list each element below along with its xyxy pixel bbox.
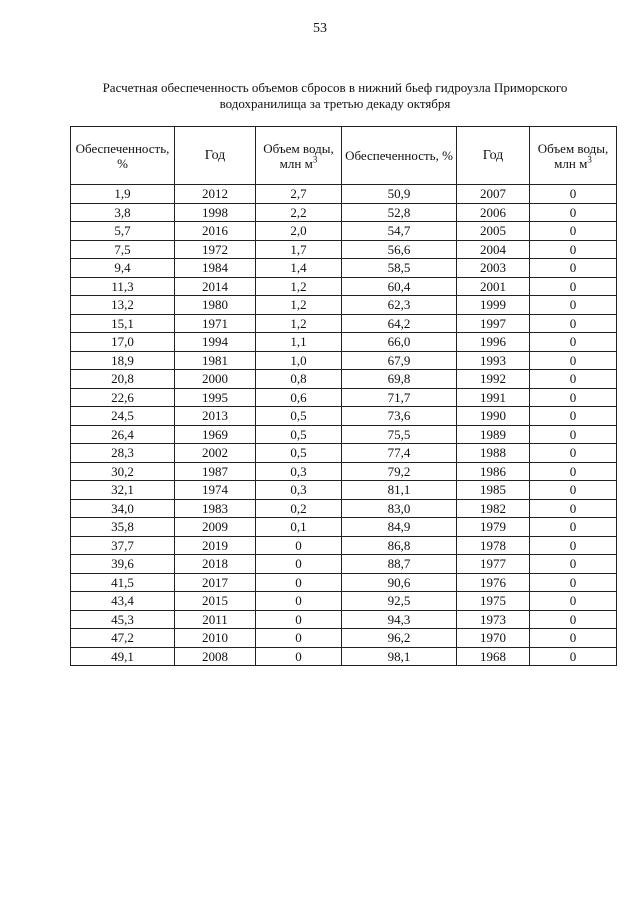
cell-volume-right: 0 [530,555,617,574]
cell-volume-left: 0,1 [256,518,342,537]
table-row [71,499,617,518]
cell-supply-right: 98,1 [342,647,457,666]
cell-year-right: 1992 [457,370,530,389]
cell-supply-right: 86,8 [342,536,457,555]
header-volume-left: Объем воды, млн $м^3$ [256,127,342,185]
cell-supply-left: 13,2 [71,296,175,315]
cell-volume-right: 0 [530,444,617,463]
title-line-2: водохранилища за третью декаду октября [219,96,451,111]
cell-year-right: 2003 [457,259,530,278]
table-row [71,629,617,648]
cell-supply-right: 56,6 [342,240,457,259]
table-row [71,222,617,241]
cell-volume-left: 0 [256,555,342,574]
cell-year-left: 2010 [175,629,256,648]
cell-volume-left: 0 [256,629,342,648]
cell-year-right: 1986 [457,462,530,481]
cell-volume-left: 1,2 [256,314,342,333]
cell-year-right: 2007 [457,185,530,204]
cell-supply-left: 3,8 [71,203,175,222]
cell-supply-right: 77,4 [342,444,457,463]
cell-supply-right: 79,2 [342,462,457,481]
cell-supply-right: 58,5 [342,259,457,278]
table-row [71,185,617,204]
cell-supply-right: 92,5 [342,592,457,611]
cell-supply-left: 26,4 [71,425,175,444]
cell-year-right: 1999 [457,296,530,315]
title-line-1: Расчетная обеспеченность объемов сбросов в нижний бьеф гидроузла Приморского [102,80,568,95]
table-row [71,203,617,222]
table-row [71,610,617,629]
cell-supply-left: 30,2 [71,462,175,481]
cell-year-right: 2005 [457,222,530,241]
cell-supply-right: 69,8 [342,370,457,389]
cell-year-left: 2012 [175,185,256,204]
cell-year-left: 2014 [175,277,256,296]
cell-year-left: 1983 [175,499,256,518]
cell-supply-right: 94,3 [342,610,457,629]
cell-volume-left: 1,7 [256,240,342,259]
cell-year-left: 1974 [175,481,256,500]
cell-volume-right: 0 [530,370,617,389]
cell-year-left: 2009 [175,518,256,537]
cell-supply-right: 88,7 [342,555,457,574]
header-year-right: Год [457,127,530,185]
supply-table [70,126,617,666]
header-year-left: Год [175,127,256,185]
cell-year-left: 1998 [175,203,256,222]
page-number: 53 [313,21,327,36]
cell-year-right: 2004 [457,240,530,259]
table-row [71,370,617,389]
cell-supply-right: 83,0 [342,499,457,518]
cell-supply-left: 15,1 [71,314,175,333]
cell-volume-left: 1,4 [256,259,342,278]
cell-year-right: 1988 [457,444,530,463]
cell-supply-left: 22,6 [71,388,175,407]
cell-volume-left: 0,5 [256,425,342,444]
cell-year-right: 1978 [457,536,530,555]
cell-year-right: 2001 [457,277,530,296]
cell-supply-right: 64,2 [342,314,457,333]
cell-supply-left: 35,8 [71,518,175,537]
cell-supply-left: 1,9 [71,185,175,204]
cell-volume-left: 1,0 [256,351,342,370]
cell-year-left: 1971 [175,314,256,333]
cell-volume-left: 0,3 [256,462,342,481]
cell-year-left: 2002 [175,444,256,463]
table-row [71,425,617,444]
table-row [71,277,617,296]
cell-volume-right: 0 [530,629,617,648]
cell-volume-right: 0 [530,647,617,666]
cell-supply-left: 45,3 [71,610,175,629]
cell-supply-right: 75,5 [342,425,457,444]
cell-volume-left: 2,7 [256,185,342,204]
cell-supply-left: 24,5 [71,407,175,426]
cell-year-left: 2011 [175,610,256,629]
cell-supply-left: 7,5 [71,240,175,259]
cell-year-left: 1995 [175,388,256,407]
cell-year-right: 1970 [457,629,530,648]
table-row [71,333,617,352]
cell-volume-right: 0 [530,407,617,426]
table-row [71,592,617,611]
table-row [71,647,617,666]
table-row [71,573,617,592]
cell-year-left: 2008 [175,647,256,666]
cell-supply-right: 67,9 [342,351,457,370]
cell-year-right: 1996 [457,333,530,352]
cell-volume-right: 0 [530,185,617,204]
cell-volume-right: 0 [530,499,617,518]
table-row [71,481,617,500]
cell-supply-left: 47,2 [71,629,175,648]
cell-volume-left: 0,5 [256,407,342,426]
cell-volume-right: 0 [530,518,617,537]
cell-year-left: 2000 [175,370,256,389]
cell-year-right: 1990 [457,407,530,426]
cell-year-left: 2019 [175,536,256,555]
cell-year-left: 1984 [175,259,256,278]
header-volume-right: Объем воды, млн $м^3$ [530,127,617,185]
cell-volume-left: 2,0 [256,222,342,241]
cell-year-right: 1997 [457,314,530,333]
cell-volume-right: 0 [530,203,617,222]
cell-supply-left: 37,7 [71,536,175,555]
table-row [71,388,617,407]
cell-year-right: 2006 [457,203,530,222]
cell-supply-left: 49,1 [71,647,175,666]
cell-volume-right: 0 [530,259,617,278]
cell-supply-left: 11,3 [71,277,175,296]
cell-year-left: 2017 [175,573,256,592]
cell-year-right: 1975 [457,592,530,611]
cell-year-right: 1973 [457,610,530,629]
cell-volume-right: 0 [530,296,617,315]
cell-supply-right: 96,2 [342,629,457,648]
cell-volume-left: 1,1 [256,333,342,352]
cell-supply-right: 90,6 [342,573,457,592]
cell-volume-left: 0,2 [256,499,342,518]
cell-volume-right: 0 [530,388,617,407]
cell-supply-right: 84,9 [342,518,457,537]
cell-year-right: 1976 [457,573,530,592]
cell-year-left: 1980 [175,296,256,315]
cell-supply-right: 50,9 [342,185,457,204]
cell-supply-left: 41,5 [71,573,175,592]
table-row [71,407,617,426]
cell-volume-left: 1,2 [256,277,342,296]
table-row [71,240,617,259]
table-row [71,462,617,481]
cell-volume-right: 0 [530,351,617,370]
table-row [71,555,617,574]
cell-volume-right: 0 [530,333,617,352]
cell-supply-right: 52,8 [342,203,457,222]
cell-volume-right: 0 [530,314,617,333]
cell-supply-left: 20,8 [71,370,175,389]
cell-year-right: 1989 [457,425,530,444]
cell-volume-right: 0 [530,462,617,481]
cell-volume-left: 0 [256,536,342,555]
cell-volume-right: 0 [530,240,617,259]
cell-year-left: 2018 [175,555,256,574]
cell-supply-left: 34,0 [71,499,175,518]
cell-volume-left: 0 [256,592,342,611]
table-row [71,518,617,537]
cell-volume-right: 0 [530,222,617,241]
cell-volume-right: 0 [530,277,617,296]
table-header-row [71,127,617,185]
cell-volume-left: 0,5 [256,444,342,463]
cell-supply-right: 66,0 [342,333,457,352]
cell-volume-right: 0 [530,573,617,592]
cell-supply-left: 18,9 [71,351,175,370]
header-supply-left: Обеспеченность, % [71,127,175,185]
cell-supply-left: 5,7 [71,222,175,241]
table-row [71,296,617,315]
cell-volume-left: 0,6 [256,388,342,407]
cell-volume-left: 0 [256,610,342,629]
cell-volume-right: 0 [530,481,617,500]
cell-year-right: 1982 [457,499,530,518]
cell-year-right: 1991 [457,388,530,407]
table-row [71,314,617,333]
table-row [71,259,617,278]
cell-year-left: 2016 [175,222,256,241]
header-supply-right: Обеспеченность, % [342,127,457,185]
table-body [71,185,617,666]
cell-supply-left: 32,1 [71,481,175,500]
cell-volume-right: 0 [530,425,617,444]
cell-volume-left: 2,2 [256,203,342,222]
cell-volume-right: 0 [530,592,617,611]
cell-volume-left: 0 [256,573,342,592]
cell-volume-left: 0,8 [256,370,342,389]
cell-supply-right: 54,7 [342,222,457,241]
cell-year-left: 1969 [175,425,256,444]
cell-year-right: 1968 [457,647,530,666]
cell-volume-right: 0 [530,610,617,629]
cell-year-right: 1993 [457,351,530,370]
document-title [60,80,610,112]
cell-supply-right: 81,1 [342,481,457,500]
cell-year-left: 1981 [175,351,256,370]
cell-year-right: 1979 [457,518,530,537]
cell-supply-right: 60,4 [342,277,457,296]
cell-volume-right: 0 [530,536,617,555]
cell-supply-left: 39,6 [71,555,175,574]
cell-year-right: 1977 [457,555,530,574]
cell-year-left: 1994 [175,333,256,352]
cell-year-left: 2015 [175,592,256,611]
cell-volume-left: 1,2 [256,296,342,315]
table-row [71,444,617,463]
table-row [71,351,617,370]
cell-year-left: 1972 [175,240,256,259]
cell-supply-left: 17,0 [71,333,175,352]
cell-year-left: 2013 [175,407,256,426]
cell-volume-left: 0,3 [256,481,342,500]
table-row [71,536,617,555]
cell-supply-left: 43,4 [71,592,175,611]
cell-supply-left: 28,3 [71,444,175,463]
cell-supply-right: 73,6 [342,407,457,426]
cell-year-left: 1987 [175,462,256,481]
cell-supply-left: 9,4 [71,259,175,278]
cell-volume-left: 0 [256,647,342,666]
cell-supply-right: 71,7 [342,388,457,407]
cell-year-right: 1985 [457,481,530,500]
cell-supply-right: 62,3 [342,296,457,315]
